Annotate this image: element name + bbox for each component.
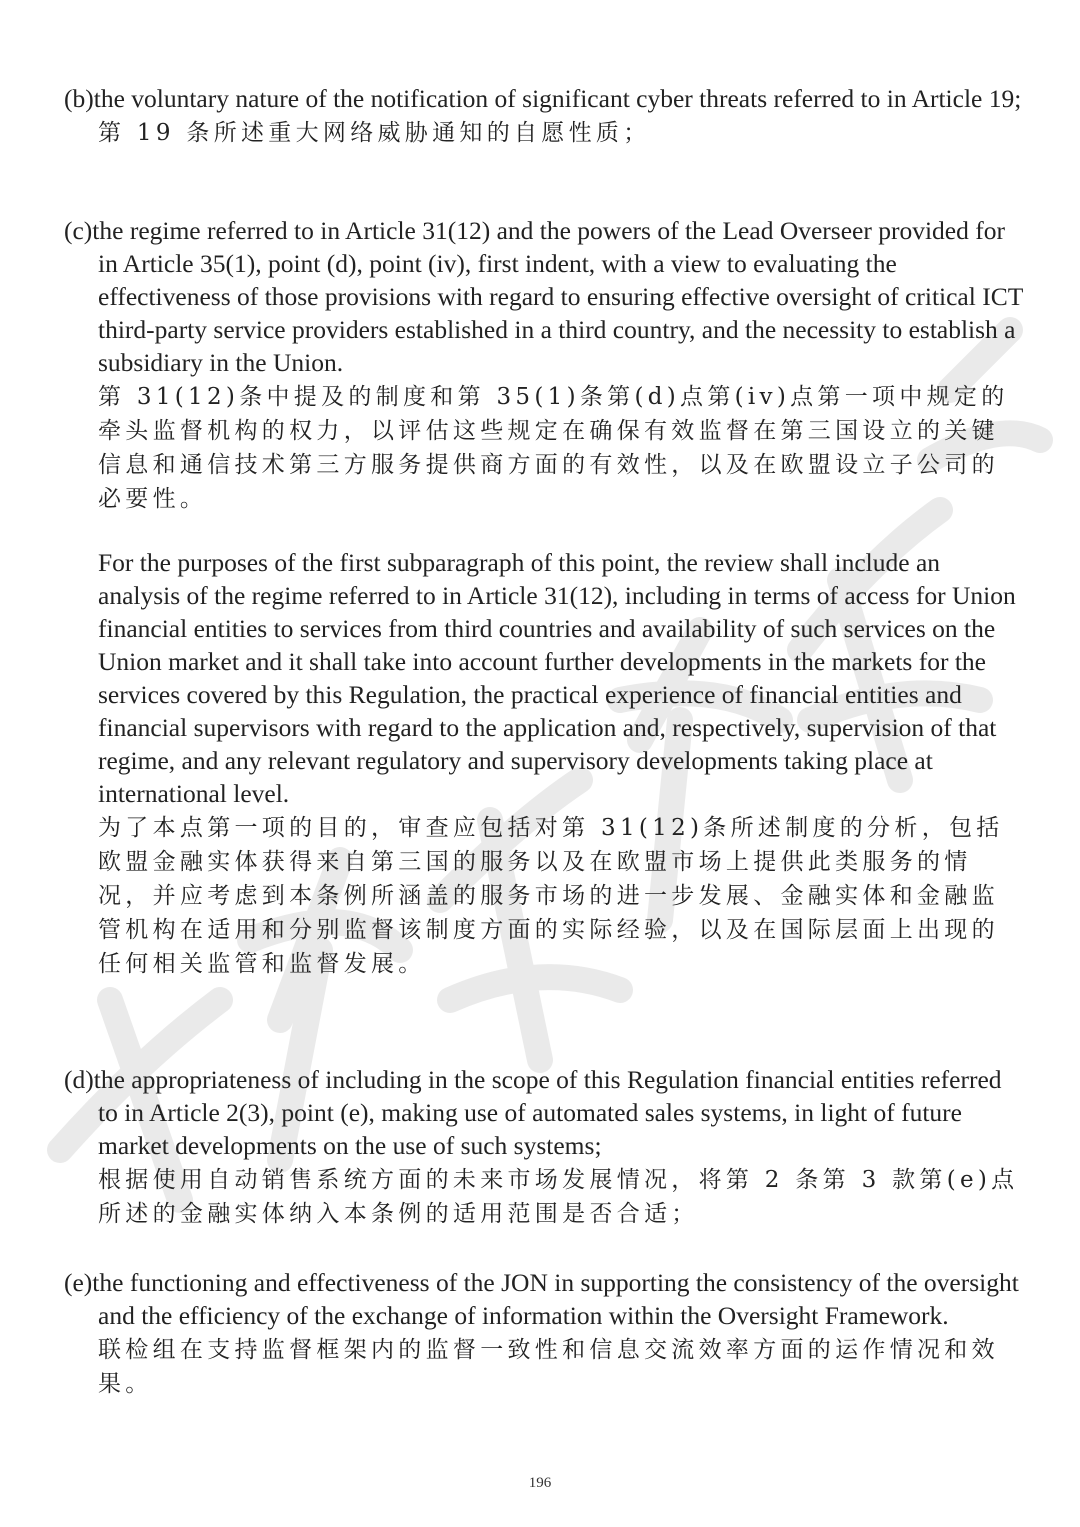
item-e [64, 1266, 1024, 1401]
item-c-subparagraph-english: For the purposes of the first subparagraph of this point, the review shall include an analysis of the regime referred to in Article 31(12), including in terms of access for Union financial entities to services from third countries and availability of such services on the Union market and it shall take into account further developments in the markets for the services covered by this Regulation, the practical experience of financial entities and financial supervisors with regard to the application and, respectively, supervision of that regime, and any relevant regulatory and supervisory developments taking place at international level. [98, 548, 1016, 808]
item-b-english: (b)the voluntary nature of the notification of significant cyber threats referred to in Article 19; [64, 84, 1022, 113]
item-c-subparagraph [64, 546, 1024, 981]
item-c [64, 214, 1024, 516]
item-e-english: (e)the functioning and effectiveness of the JON in supporting the consistency of the oversight and the efficiency of the exchange of information within the Oversight Framework. [64, 1268, 1019, 1330]
item-b [64, 82, 1024, 150]
item-c-chinese: 第 31(12)条中提及的制度和第 35(1)条第(d)点第(iv)点第一项中规定的牵头监督机构的权力，以评估这些规定在确保有效监督在第三国设立的关键信息和通信技术第三方服务提供商方面的有效性，以及在欧盟设立子公司的必要性。 [98, 384, 1009, 512]
item-e-chinese: 联检组在支持监督框架内的监督一致性和信息交流效率方面的运作情况和效果。 [98, 1337, 999, 1397]
item-c-english: (c)the regime referred to in Article 31(12) and the powers of the Lead Overseer provided for in Article 35(1), point (d), point (iv), first indent, with a view to evaluating the effectiveness of those provisions with regard to ensuring effective oversight of critical ICT third-party service providers established in a third country, and the necessity to establish a subsidiary in the Union. [64, 216, 1023, 377]
item-d [64, 1063, 1024, 1231]
item-d-english: (d)the appropriateness of including in the scope of this Regulation financial entities referred to in Article 2(3), point (e), making use of automated sales systems, in light of future market developments on the use of such systems; [64, 1065, 1002, 1160]
page-number: 196 [528, 1475, 552, 1491]
item-d-chinese: 根据使用自动销售系统方面的未来市场发展情况，将第 2 条第 3 款第(e)点所述的金融实体纳入本条例的适用范围是否合适； [98, 1167, 1019, 1227]
item-b-chinese: 第 19 条所述重大网络威胁通知的自愿性质； [98, 120, 651, 146]
item-c-subparagraph-chinese: 为了本点第一项的目的，审查应包括对第 31(12)条所述制度的分析，包括欧盟金融实体获得来自第三国的服务以及在欧盟市场上提供此类服务的情况，并应考虑到本条例所涵盖的服务市场的进一步发展、金融实体和金融监管机构在适用和分别监督该制度方面的实际经验，以及在国际层面上出现的任何相关监管和监督发展。 [98, 815, 1004, 977]
